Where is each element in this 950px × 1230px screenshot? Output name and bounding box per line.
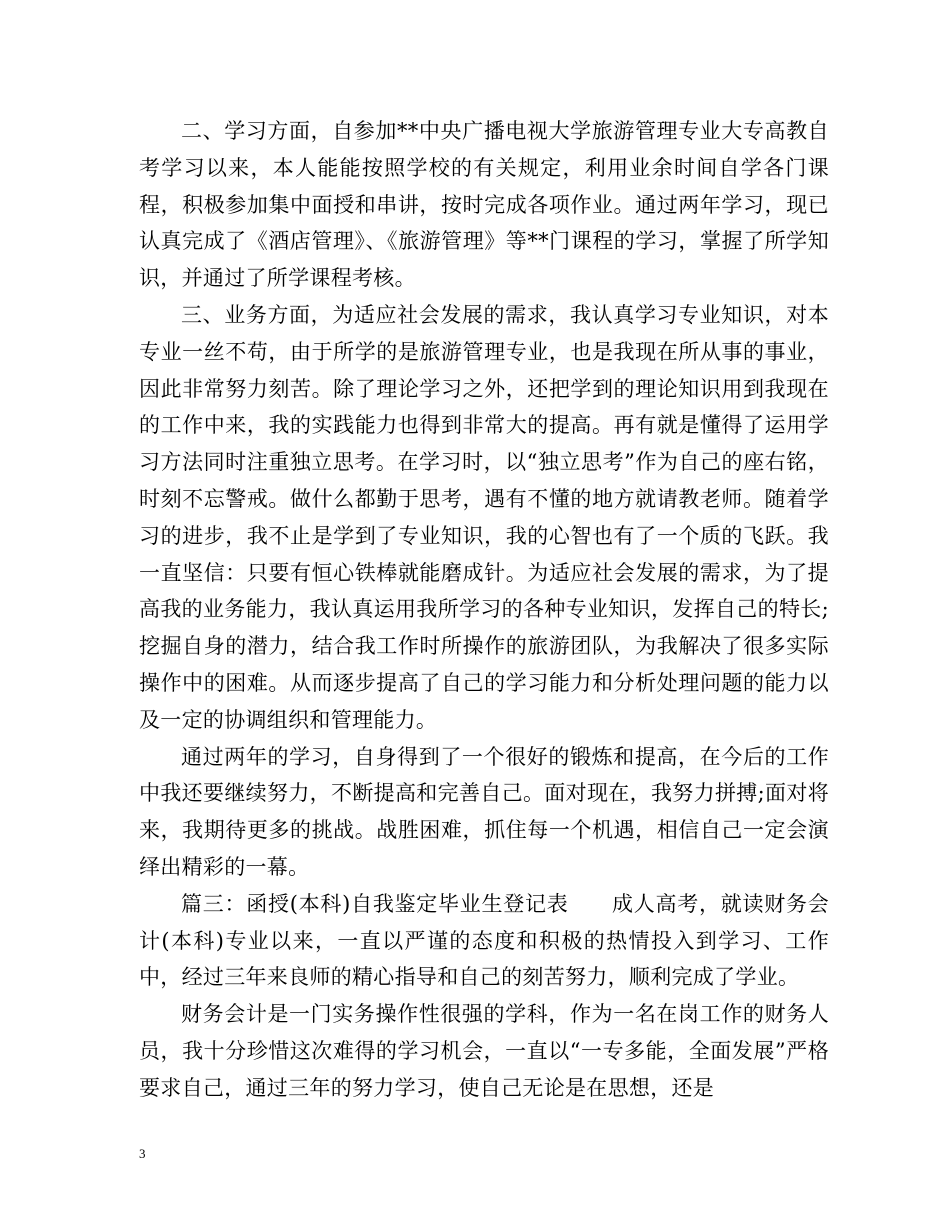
paragraph-accounting: 财务会计是一门实务操作性很强的学科，作为一名在岗工作的财务人员，我十分珍惜这次难得的学习机会，一直以“一专多能，全面发展”严格要求自己，通过三年的努力学习，使自己无论是在思想，还是: [139, 1002, 829, 1100]
paragraph-section-three: 篇三：函授(本科)自我鉴定毕业生登记表 成人高考，就读财务会计(本科)专业以来，一直以严谨的态度和积极的热情投入到学习、工作中，经过三年来良师的精心指导和自己的刻苦努力，顺利完成了学业。: [139, 891, 829, 990]
paragraph-study: 二、学习方面，自参加**中央广播电视大学旅游管理专业大专高教自考学习以来，本人能能按照学校的有关规定，利用业余时间自学各门课程，积极参加集中面授和串讲，按时完成各项作业。通过两年学习，现已认真完成了《酒店管理》、《旅游管理》等**门课程的学习，掌握了所学知识，并通过了所学课程考核。: [139, 119, 829, 291]
paragraph-business: 三、业务方面，为适应社会发展的需求，我认真学习专业知识，对本专业一丝不苟，由于所学的是旅游管理专业，也是我现在所从事的事业，因此非常努力刻苦。除了理论学习之外，还把学到的理论知识用到我现在的工作中来，我的实践能力也得到非常大的提高。再有就是懂得了运用学习方法同时注重独立思考。在学习时，以“独立思考”作为自己的座右铭，时刻不忘警戒。做什么都勤于思考，遇有不懂的地方就请教老师。随着学习的进步，我不止是学到了专业知识，我的心智也有了一个质的飞跃。我一直坚信：只要有恒心铁棒就能磨成针。为适应社会发展的需求，为了提高我的业务能力，我认真运用我所学习的各种专业知识，发挥自己的特长;挖掘自身的潜力，结合我工作时所操作的旅游团队，为我解决了很多实际操作中的困难。从而逐步提高了自己的学习能力和分析处理问题的能力以及一定的协调组织和管理能力。: [139, 302, 829, 732]
page-number: 3: [139, 1146, 146, 1161]
document-body: [139, 113, 829, 1107]
paragraph-conclusion: 通过两年的学习，自身得到了一个很好的锻炼和提高，在今后的工作中我还要继续努力，不断提高和完善自己。面对现在，我努力拼搏;面对将来，我期待更多的挑战。战胜困难，抓住每一个机遇，相信自己一定会演绎出精彩的一幕。: [139, 744, 829, 879]
